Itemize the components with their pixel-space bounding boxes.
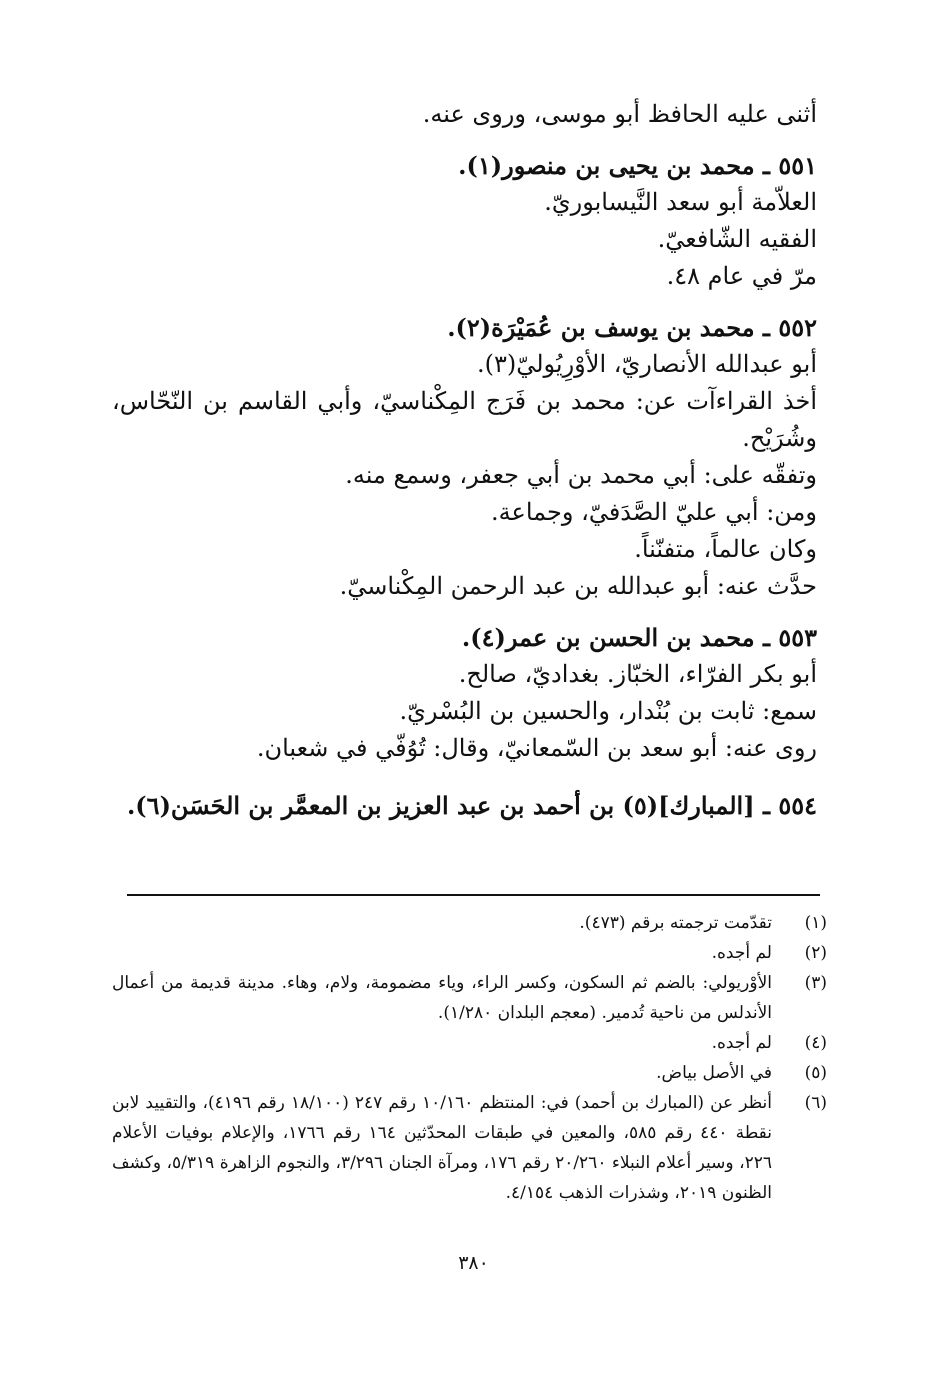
text-paragraph: أخذ القراءآت عن: محمد بن فَرَج المِكْناسيّ، وأبي القاسم بن النّحّاس، وشُرَيْح. xyxy=(112,387,817,452)
page-number: ٣٨٠ xyxy=(458,1252,489,1274)
footnote-number: (٦) xyxy=(804,1093,827,1113)
footnote-text: في الأصل بياض. xyxy=(656,1063,772,1083)
footnote-item xyxy=(112,1028,827,1058)
entry-heading-551: ٥٥١ ـ محمد بن يحيى بن منصور(١). xyxy=(458,151,817,180)
text-line: وتفقّه على: أبي محمد بن أبي جعفر، وسمع منه. xyxy=(345,461,817,489)
footnote-number: (٢) xyxy=(804,943,827,963)
text-line: الفقيه الشّافعيّ. xyxy=(657,225,817,253)
text-line: سمع: ثابت بن بُنْدار، والحسين بن البُسْريّ. xyxy=(399,697,817,725)
text-line: العلاّمة أبو سعد النَّيسابوريّ. xyxy=(544,188,817,216)
text-line: روى عنه: أبو سعد بن السّمعانيّ، وقال: تُوُفّي في شعبان. xyxy=(256,734,817,762)
footnote-number: (١) xyxy=(804,913,827,933)
footnotes xyxy=(112,908,827,1208)
footnote-text: تقدّمت ترجمته برقم (٤٧٣). xyxy=(579,913,772,933)
text-line: ومن: أبي عليّ الصَّدَفيّ، وجماعة. xyxy=(491,498,817,526)
footnote-item xyxy=(112,938,827,968)
footnote-number: (٥) xyxy=(804,1063,827,1083)
entry-heading-554: ٥٥٤ ـ [المبارك](٥) بن أحمد بن عبد العزيز بن المعمَّر بن الحَسَن(٦). xyxy=(126,791,817,820)
text-line: أثنى عليه الحافظ أبو موسى، وروى عنه. xyxy=(422,100,817,128)
text-line: أبو بكر الفرّاء، الخبّاز. بغداديّ، صالح. xyxy=(458,660,817,688)
footnote-text: الأوْريولي: بالضم ثم السكون، وكسر الراء، وياء مضمومة، ولام، وهاء. مدينة قديمة من أعمال الأندلس من ناحية تُدمير. (معجم البلدان ١/٢٨٠). xyxy=(112,973,772,1023)
text-line: وكان عالماً، متفنّناً. xyxy=(634,535,817,563)
footnote-text: لم أجده. xyxy=(711,1033,772,1053)
text-line: أبو عبدالله الأنصاريّ، الأوْرِيُوليّ(٣). xyxy=(476,350,817,378)
footnote-item xyxy=(112,968,827,1028)
footnote-item xyxy=(112,1088,827,1208)
footnote-number: (٤) xyxy=(804,1033,827,1053)
text-line: مرّ في عام ٤٨. xyxy=(666,262,817,290)
footnote-item xyxy=(112,1058,827,1088)
footnote-number: (٣) xyxy=(804,973,827,993)
main-text xyxy=(112,96,817,824)
text-line: حدَّث عنه: أبو عبدالله بن عبد الرحمن المِكْناسيّ. xyxy=(339,572,817,600)
footnote-divider xyxy=(127,894,820,896)
entry-heading-553: ٥٥٣ ـ محمد بن الحسن بن عمر(٤). xyxy=(461,623,817,652)
footnote-text: أنظر عن (المبارك بن أحمد) في: المنتظم ١٠/١٦٠ رقم ٢٤٧ (١٨/١٠٠ رقم ٤١٩٦)، والتقييد لابن نقطة ٤٤٠ رقم ٥٨٥، والمعين في طبقات المحدّثين ١٦٤ رقم ١٧٦٦، والإعلام بوفيات الأعلام ٢٢٦، وسير أعلام النبلاء ٢٠/٢٦٠ رقم ١٧٦، ومرآة الجنان ٣/٢٩٦، والنجوم الزاهرة ٥/٣١٩، وكشف الظنون ٢٠١٩، وشذرات الذهب ٤/١٥٤. xyxy=(112,1093,772,1203)
footnote-text: لم أجده. xyxy=(711,943,772,963)
footnote-item xyxy=(112,908,827,938)
entry-heading-552: ٥٥٢ ـ محمد بن يوسف بن عُمَيْرَة(٢). xyxy=(447,313,817,342)
